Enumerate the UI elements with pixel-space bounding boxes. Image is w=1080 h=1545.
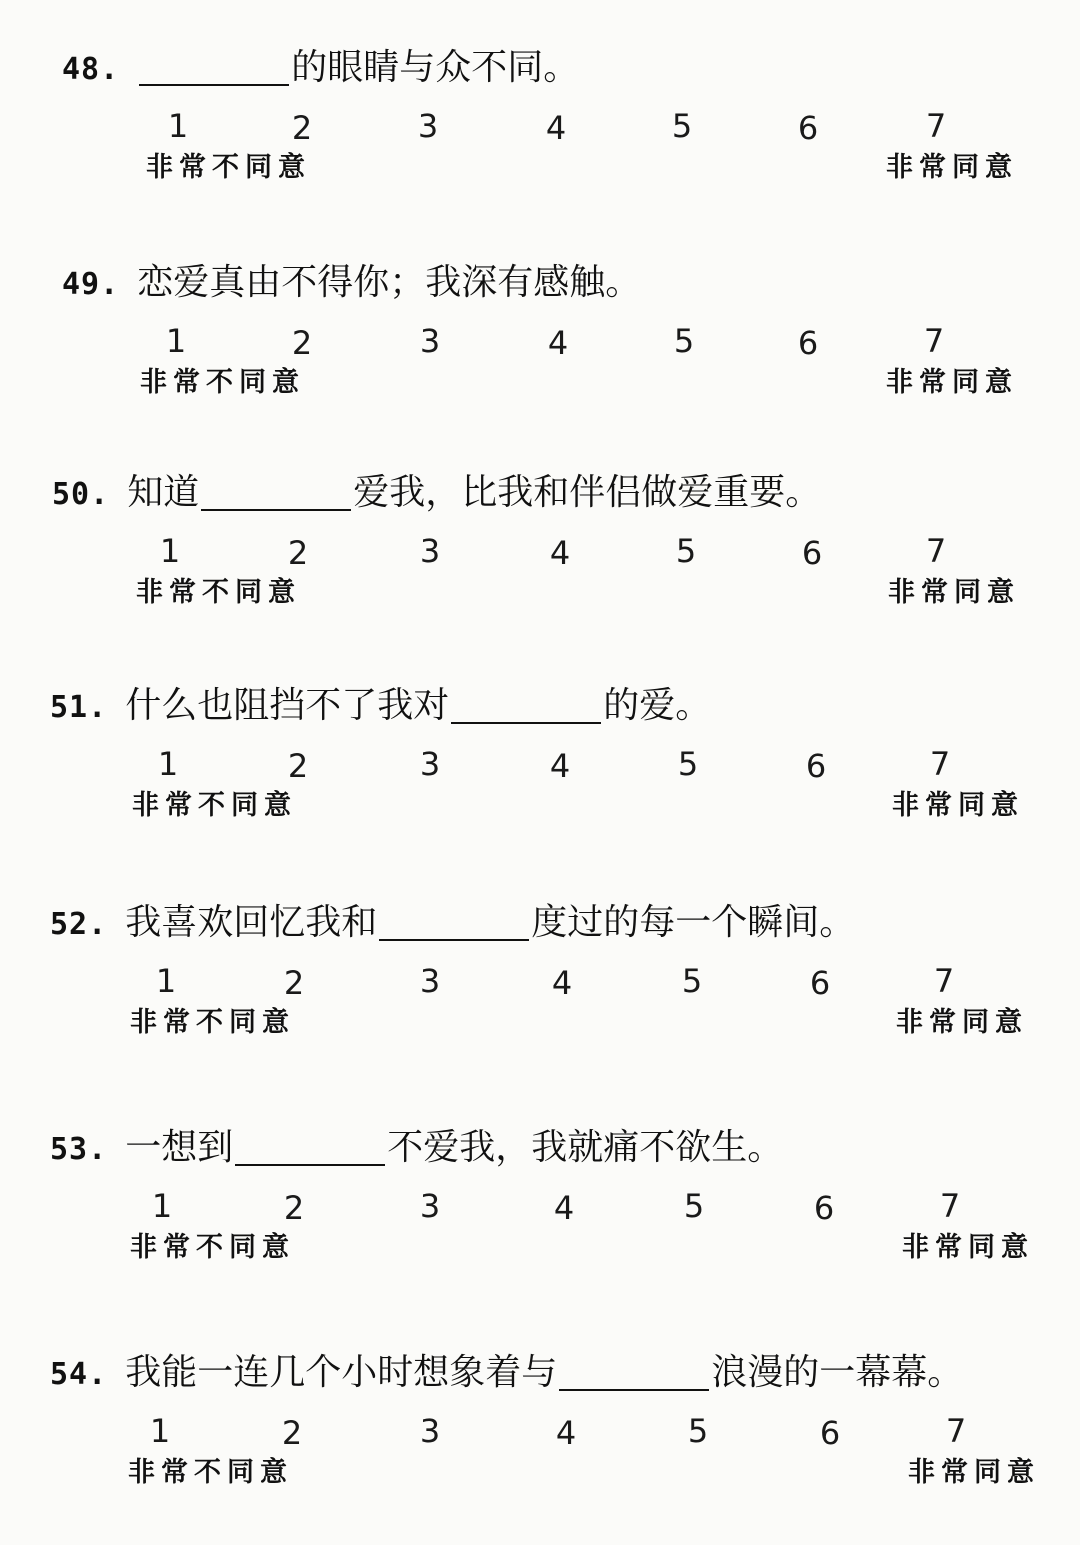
question-text: [125, 901, 855, 945]
scale-option-2[interactable]: 2: [281, 1414, 303, 1452]
question-line: [50, 678, 711, 728]
question-item: [0, 1345, 1080, 1545]
scale-option-6[interactable]: 6: [797, 324, 819, 362]
scale-option-6[interactable]: 6: [819, 1414, 841, 1452]
scale-option-7[interactable]: 7: [925, 532, 947, 570]
scale-option-4[interactable]: 4: [549, 534, 571, 572]
question-text-after: 爱我，比我和伴侣做爱重要。: [353, 472, 822, 513]
question-text-before: 知道: [127, 472, 200, 513]
scale-option-5[interactable]: 5: [687, 1412, 709, 1450]
scale-option-1[interactable]: 1: [165, 322, 187, 360]
question-number: 51.: [50, 690, 108, 725]
scale-option-3[interactable]: 3: [419, 322, 441, 360]
question-text-after: 度过的每一个瞬间。: [531, 902, 856, 943]
scale-left-anchor: 非常不同意: [136, 577, 301, 608]
scale-option-2[interactable]: 2: [287, 747, 309, 785]
question-text-after: 的眼睛与众不同。: [291, 47, 580, 88]
scale-left-anchor: 非常不同意: [146, 152, 311, 183]
question-text-after: 的爱。: [603, 685, 712, 726]
scale-left-anchor: 非常不同意: [140, 367, 305, 398]
scale-option-1[interactable]: 1: [157, 745, 179, 783]
scale-option-3[interactable]: 3: [419, 745, 441, 783]
question-item: [0, 678, 1080, 878]
question-line: [50, 895, 855, 945]
scale-option-1[interactable]: 1: [155, 962, 177, 1000]
scale-option-1[interactable]: 1: [151, 1187, 173, 1225]
scale-option-3[interactable]: 3: [417, 107, 439, 145]
question-line: [50, 1120, 783, 1170]
scale-option-5[interactable]: 5: [675, 532, 697, 570]
scale-left-anchor: 非常不同意: [132, 790, 297, 821]
question-item: [0, 895, 1080, 1095]
scale-option-2[interactable]: 2: [283, 1189, 305, 1227]
question-number: 54.: [50, 1357, 108, 1392]
rating-scale: [0, 1411, 1080, 1461]
fill-in-blank: [451, 718, 601, 724]
scale-left-anchor: 非常不同意: [130, 1007, 295, 1038]
scale-option-6[interactable]: 6: [801, 534, 823, 572]
question-text-before: 我能一连几个小时想象着与: [125, 1352, 558, 1393]
scale-option-5[interactable]: 5: [681, 962, 703, 1000]
scale-option-1[interactable]: 1: [159, 532, 181, 570]
scale-option-5[interactable]: 5: [671, 107, 693, 145]
scale-option-4[interactable]: 4: [549, 747, 571, 785]
scale-option-7[interactable]: 7: [933, 962, 955, 1000]
fill-in-blank: [201, 505, 351, 511]
scale-option-3[interactable]: 3: [419, 1412, 441, 1450]
scale-option-5[interactable]: 5: [673, 322, 695, 360]
fill-in-blank: [379, 935, 529, 941]
scale-right-anchor: 非常同意: [896, 1007, 1028, 1038]
question-text-before: 我喜欢回忆我和: [125, 902, 378, 943]
scale-option-4[interactable]: 4: [547, 324, 569, 362]
fill-in-blank: [559, 1385, 709, 1391]
question-text: [127, 471, 821, 515]
scale-option-4[interactable]: 4: [555, 1414, 577, 1452]
scale-option-3[interactable]: 3: [419, 532, 441, 570]
scale-left-anchor: 非常不同意: [128, 1457, 293, 1488]
question-text: [125, 1351, 963, 1395]
scale-right-anchor: 非常同意: [908, 1457, 1040, 1488]
rating-scale: [0, 961, 1080, 1011]
question-text-before: 一想到: [125, 1127, 234, 1168]
rating-scale: [0, 531, 1080, 581]
question-number: 50.: [52, 477, 110, 512]
scale-right-anchor: 非常同意: [902, 1232, 1034, 1263]
scale-option-5[interactable]: 5: [677, 745, 699, 783]
scale-option-4[interactable]: 4: [551, 964, 573, 1002]
scale-option-7[interactable]: 7: [939, 1187, 961, 1225]
question-text: [137, 46, 579, 90]
scale-option-7[interactable]: 7: [923, 322, 945, 360]
scale-option-2[interactable]: 2: [287, 534, 309, 572]
fill-in-blank: [235, 1160, 385, 1166]
question-text-after: 浪漫的一幕幕。: [711, 1352, 964, 1393]
scale-option-7[interactable]: 7: [925, 107, 947, 145]
scale-option-3[interactable]: 3: [419, 962, 441, 1000]
question-item: [0, 1120, 1080, 1320]
scale-option-1[interactable]: 1: [149, 1412, 171, 1450]
question-line: [52, 465, 821, 515]
question-number: 49.: [62, 267, 120, 302]
scale-option-4[interactable]: 4: [553, 1189, 575, 1227]
rating-scale: [0, 744, 1080, 794]
question-line: [62, 40, 579, 90]
scale-option-1[interactable]: 1: [167, 107, 189, 145]
rating-scale: [0, 106, 1080, 156]
question-number: 48.: [62, 52, 120, 87]
scale-option-4[interactable]: 4: [545, 109, 567, 147]
rating-scale: [0, 1186, 1080, 1236]
scale-option-5[interactable]: 5: [683, 1187, 705, 1225]
question-item: [0, 465, 1080, 665]
scale-option-3[interactable]: 3: [419, 1187, 441, 1225]
question-text: [125, 1126, 783, 1170]
question-text-before: 什么也阻挡不了我对: [125, 685, 450, 726]
scale-option-7[interactable]: 7: [929, 745, 951, 783]
scale-right-anchor: 非常同意: [888, 577, 1020, 608]
question-line: [50, 1345, 963, 1395]
question-number: 53.: [50, 1132, 108, 1167]
question-number: 52.: [50, 907, 108, 942]
scale-option-6[interactable]: 6: [797, 109, 819, 147]
question-text-after: 不爱我，我就痛不欲生。: [387, 1127, 784, 1168]
scale-right-anchor: 非常同意: [886, 152, 1018, 183]
fill-in-blank: [139, 80, 289, 86]
question-item: [0, 255, 1080, 455]
scale-option-6[interactable]: 6: [805, 747, 827, 785]
scale-option-2[interactable]: 2: [291, 324, 313, 362]
question-text: [137, 261, 641, 305]
scale-left-anchor: 非常不同意: [130, 1232, 295, 1263]
question-line: [62, 255, 641, 305]
scale-right-anchor: 非常同意: [892, 790, 1024, 821]
scale-option-6[interactable]: 6: [813, 1189, 835, 1227]
rating-scale: [0, 321, 1080, 371]
question-item: [0, 40, 1080, 240]
question-text-before: 恋爱真由不得你；我深有感触。: [137, 262, 642, 303]
scale-option-2[interactable]: 2: [291, 109, 313, 147]
scale-option-2[interactable]: 2: [283, 964, 305, 1002]
scale-option-7[interactable]: 7: [945, 1412, 967, 1450]
question-text: [125, 684, 711, 728]
scale-option-6[interactable]: 6: [809, 964, 831, 1002]
scale-right-anchor: 非常同意: [886, 367, 1018, 398]
